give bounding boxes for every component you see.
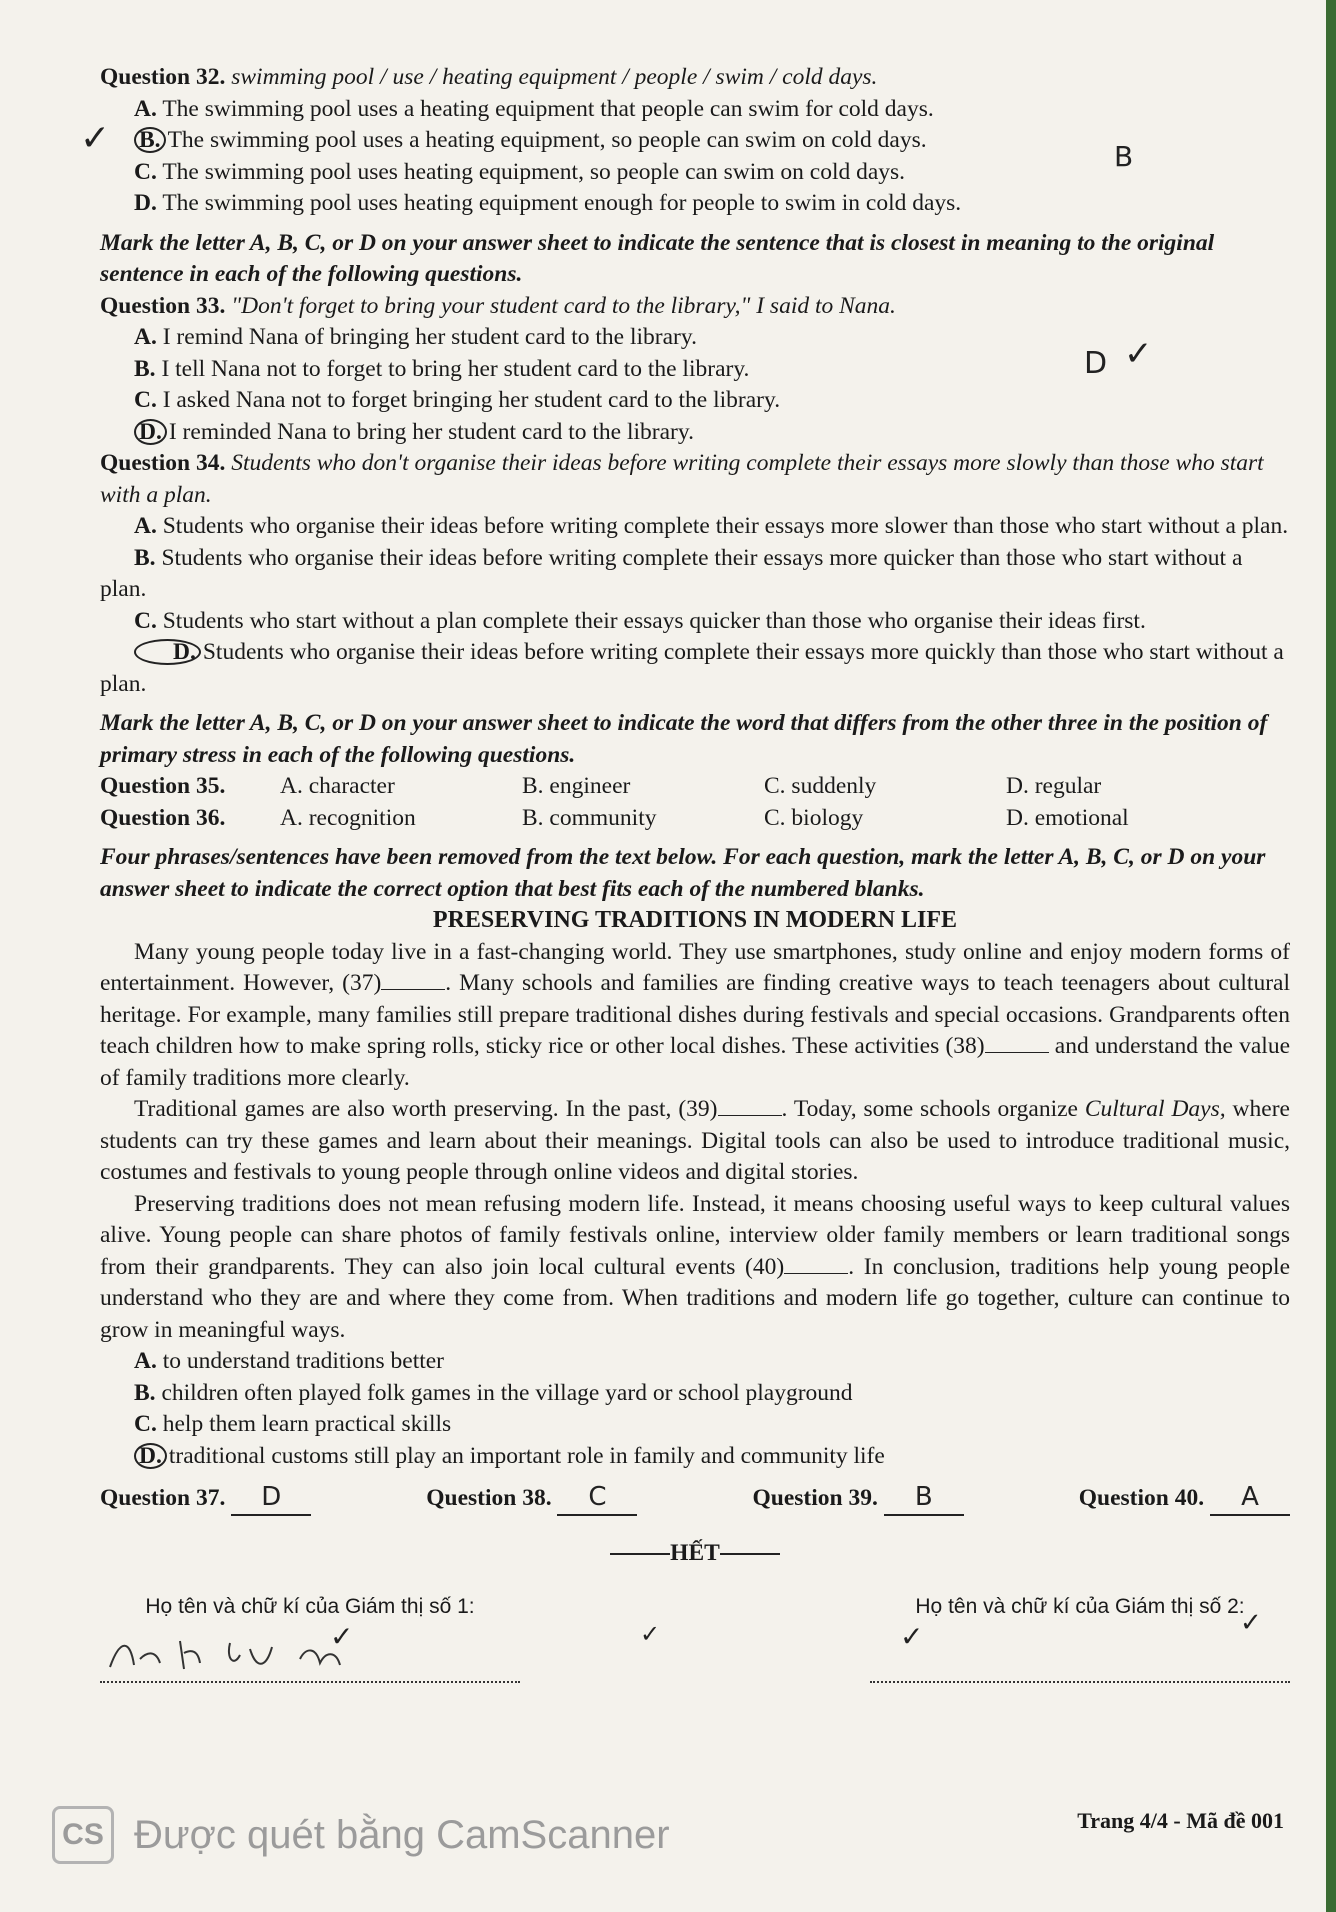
divider (720, 1553, 780, 1555)
option-b: B. The swimming pool uses a heating equipment, so people can swim on cold days. (100, 125, 1290, 157)
check-mark-icon: ✓ (330, 1620, 354, 1653)
option-d: D. I reminded Nana to bring her student card to the library. (100, 417, 1290, 449)
passage-paragraph-3: Preserving traditions does not mean refusing modern life. Instead, it means choosing useful ways to keep cultural values alive. Young people can share photos of family festivals online, interview older family members or learn traditional songs from their grandparents. They can also join local cultural events (40) . In conclusion, traditions help young people understand who they are and where they come from. When traditions and modern life go together, culture can continue to grow in meaningful ways. (100, 1190, 1291, 1343)
camscanner-logo-icon: CS (52, 1806, 114, 1864)
signature-line (100, 1637, 520, 1683)
fill-option-a: A. to understand traditions better (134, 1348, 445, 1374)
option-c: C. suddenly (764, 773, 877, 799)
question-prompt: swimming pool / use / heating equipment / people / swim / cold days. (231, 64, 878, 90)
option-b: B. I tell Nana not to forget to bring her student card to the library. (134, 355, 750, 382)
answer-39: Question 39. B (753, 1482, 964, 1516)
passage-paragraph-2: Traditional games are also worth preserving. In the past, (39) . Today, some schools organize Cultural Days, where students can try these games and learn about their meanings. Digital tools can also be used to introduce traditional music, costumes and festivals to young people through online videos and digital stories. (100, 1096, 1290, 1185)
handwritten-answer: A (1210, 1482, 1290, 1516)
question-prompt: "Don't forget to bring your student card to the library," I said to Nana. (231, 292, 896, 319)
blank-40 (784, 1273, 848, 1274)
blank-37 (381, 989, 445, 990)
fill-option-b: B. children often played folk games in the village yard or school playground (134, 1379, 853, 1406)
invigilator-1-label: Họ tên và chữ kí của Giám thị số 1: (145, 1595, 475, 1618)
option-d: D. Students who organise their ideas before writing complete their essays more quickly than those who start without a plan. (100, 639, 1284, 697)
question-36 (100, 803, 1290, 835)
question-32 (100, 62, 1290, 220)
camscanner-watermark (52, 1806, 670, 1864)
end-marker: HẾT (100, 1538, 1290, 1570)
instruction-passage: Four phrases/sentences have been removed from the text below. For each question, mark the letter A, B, C, or D on your answer sheet to indicate the correct option that best fits each of the numbered blanks. (100, 844, 1266, 902)
option-d: D. The swimming pool uses heating equipment enough for people to swim in cold days. (134, 190, 962, 216)
option-c: C. I asked Nana not to forget bringing her student card to the library. (134, 387, 781, 413)
option-a: A. Students who organise their ideas before writing complete their essays more slower than those who start without a plan. (134, 513, 1289, 539)
question-35 (100, 771, 1290, 803)
question-34 (100, 448, 1290, 700)
answer-row (100, 1482, 1290, 1516)
passage-title: PRESERVING TRADITIONS IN MODERN LIFE (432, 907, 958, 933)
blank-39 (718, 1115, 782, 1116)
circled-answer: B. (134, 127, 166, 153)
question-label: Question 33. (100, 292, 226, 319)
signature-line (870, 1637, 1290, 1683)
handwritten-answer: C (557, 1482, 637, 1516)
camscanner-text: Được quét bằng CamScanner (134, 1812, 670, 1857)
option-b: B. engineer (522, 773, 631, 799)
question-label: Question 35. (100, 773, 226, 799)
divider (610, 1553, 670, 1555)
option-a: A. The swimming pool uses a heating equipment that people can swim for cold days. (134, 95, 934, 122)
option-d: D. regular (1006, 773, 1102, 799)
handwritten-note-32: B (1114, 140, 1134, 173)
question-label: Question 36. (100, 804, 226, 831)
passage-paragraph-1: Many young people today live in a fast-changing world. They use smartphones, study online and enjoy modern forms of entertainment. However, (37) . Many schools and families are finding creative ways to teach teenagers about cultural heritage. For example, many families still prepare traditional dishes during festivals and special occasions. Grandparents often teach children how to make spring rolls, sticky rice or other local dishes. These activities (38) and understand the value of family traditions more clearly. (100, 938, 1290, 1091)
option-d: D. emotional (1006, 804, 1129, 831)
check-mark-icon: ✓ (900, 1620, 924, 1653)
option-c: C. biology (764, 804, 864, 831)
question-label: Question 34. (100, 450, 226, 476)
option-a: A. character (280, 773, 395, 799)
answer-38: Question 38. C (426, 1482, 637, 1516)
option-a: A. I remind Nana of bringing her student card to the library. (134, 324, 697, 350)
option-b: B. Students who organise their ideas before writing complete their essays more quicker than those who start without a plan. (100, 544, 1243, 602)
exam-page (100, 62, 1290, 1683)
circled-answer: D. (134, 639, 201, 665)
fill-options (100, 1346, 1290, 1472)
question-33 (100, 291, 1290, 449)
instruction-stress: Mark the letter A, B, C, or D on your answer sheet to indicate the word that differs from the other three in the position of primary stress in each of the following questions. (100, 710, 1268, 768)
page-edge (1326, 0, 1336, 1912)
circled-answer: D. (134, 1443, 167, 1469)
circled-answer: D. (134, 419, 167, 445)
handwritten-answer: B (884, 1482, 964, 1516)
fill-option-c: C. help them learn practical skills (134, 1411, 452, 1437)
signature-scribble (100, 1629, 400, 1679)
fill-option-d: D. traditional customs still play an important role in family and community life (100, 1441, 1290, 1473)
invigilator-1 (100, 1591, 520, 1683)
question-label: Question 32. (100, 64, 226, 90)
handwritten-note-33: D (1084, 346, 1108, 381)
instruction-closest-meaning: Mark the letter A, B, C, or D on your answer sheet to indicate the sentence that is closest in meaning to the original sentence in each of the following questions. (100, 229, 1215, 287)
answer-37: Question 37. D (100, 1482, 311, 1516)
check-mark-icon: ✓ (640, 1620, 661, 1648)
invigilator-2-label: Họ tên và chữ kí của Giám thị số 2: (915, 1595, 1245, 1618)
handwritten-answer: D (231, 1482, 311, 1516)
answer-40: Question 40. A (1079, 1482, 1290, 1516)
check-mark-icon: ✓ (80, 118, 111, 159)
invigilator-2 (870, 1591, 1290, 1683)
option-b: B. community (522, 804, 657, 831)
signature-row (100, 1591, 1290, 1683)
check-mark-icon: ✓ (1124, 334, 1153, 374)
option-c: C. Students who start without a plan complete their essays quicker than those who organise their ideas first. (134, 607, 1146, 634)
question-prompt: Students who don't organise their ideas before writing complete their essays more slowly than those who start with a plan. (100, 450, 1264, 508)
page-footer: Trang 4/4 - Mã đề 001 (1077, 1808, 1284, 1833)
option-a: A. recognition (280, 804, 416, 831)
blank-38 (985, 1052, 1049, 1053)
option-c: C. The swimming pool uses heating equipment, so people can swim on cold days. (134, 158, 906, 185)
check-mark-icon: ✓ (1240, 1608, 1262, 1638)
